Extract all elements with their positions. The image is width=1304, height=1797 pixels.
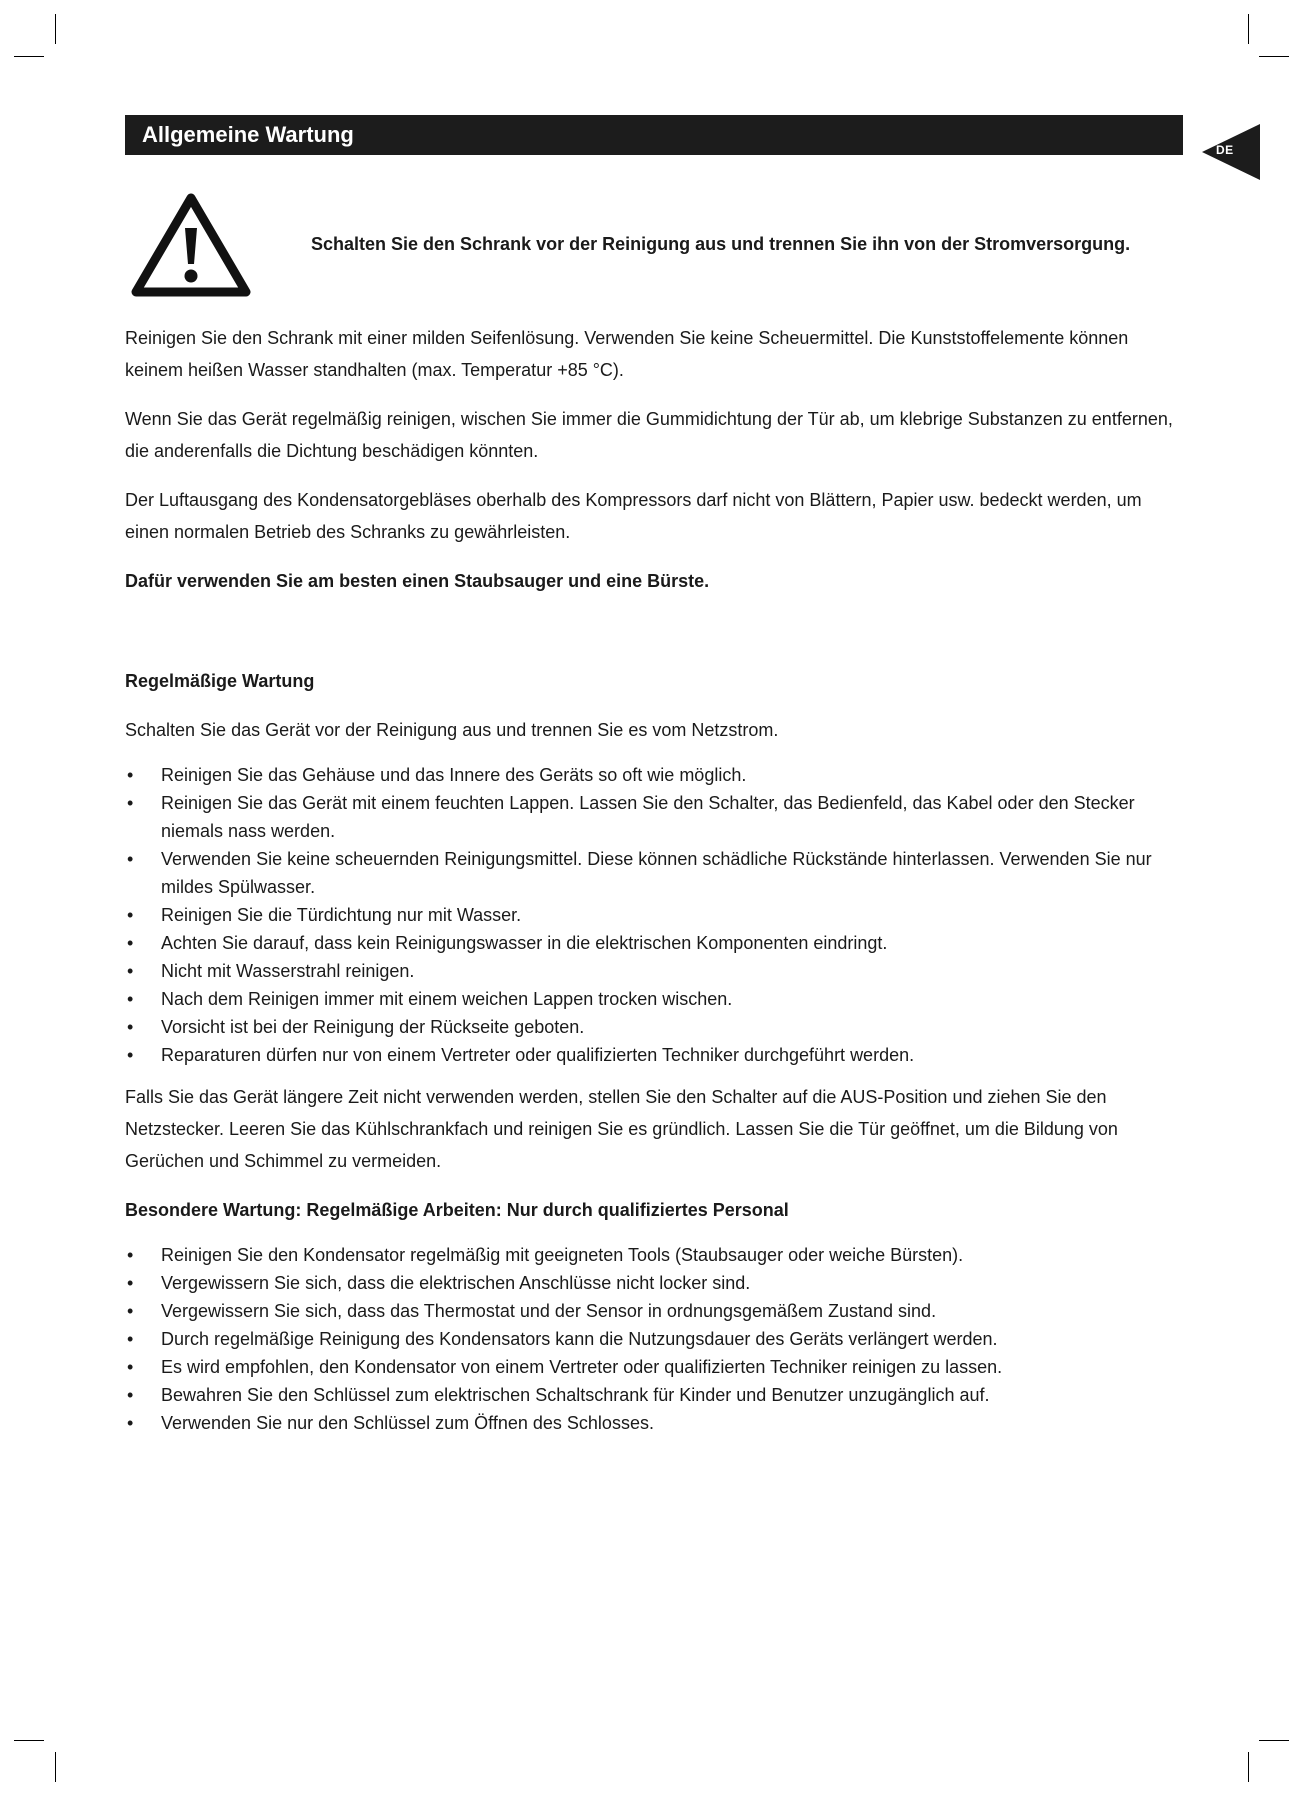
list-item: • Es wird empfohlen, den Kondensator von einem Vertreter oder qualifizierten Techniker reinigen zu lassen. — [125, 1353, 1185, 1381]
list-item: • Nicht mit Wasserstrahl reinigen. — [125, 957, 1185, 985]
list-item: • Reparaturen dürfen nur von einem Vertreter oder qualifizierten Techniker durchgeführt werden. — [125, 1041, 1185, 1069]
section-title: Allgemeine Wartung — [142, 122, 354, 147]
list-item: • Durch regelmäßige Reinigung des Kondensators kann die Nutzungsdauer des Geräts verlängert werden. — [125, 1325, 1185, 1353]
crop-mark — [1248, 1752, 1249, 1782]
list-item: • Bewahren Sie den Schlüssel zum elektrischen Schaltschrank für Kinder und Benutzer unzugänglich auf. — [125, 1381, 1185, 1409]
regular-maintenance-closing: Falls Sie das Gerät längere Zeit nicht verwenden werden, stellen Sie den Schalter auf die AUS-Position und ziehen Sie den Netzstecker. Leeren Sie das Kühlschrankfach und reinigen Sie es gründlich. Lassen Sie die Tür geöffnet, um die Bildung von Gerüchen und Schimmel zu vermeiden. — [125, 1087, 1118, 1171]
list-item: • Reinigen Sie die Türdichtung nur mit Wasser. — [125, 901, 1185, 929]
crop-mark — [1259, 56, 1289, 57]
regular-maintenance-heading: Regelmäßige Wartung — [125, 671, 315, 691]
crop-mark — [14, 56, 44, 57]
list-item: • Vergewissern Sie sich, dass das Thermostat und der Sensor in ordnungsgemäßem Zustand sind. — [125, 1297, 1185, 1325]
crop-mark — [55, 1752, 56, 1782]
main-content — [125, 322, 1185, 1449]
list-item: • Verwenden Sie nur den Schlüssel zum Öffnen des Schlosses. — [125, 1409, 1185, 1437]
spacer — [125, 614, 1185, 665]
language-tab — [1202, 124, 1260, 180]
crop-mark — [1248, 14, 1249, 44]
crop-mark — [14, 1740, 44, 1741]
regular-maintenance-lead: Schalten Sie das Gerät vor der Reinigung aus und trennen Sie es vom Netzstrom. — [125, 720, 779, 740]
crop-mark — [1259, 1740, 1289, 1741]
crop-mark — [55, 14, 56, 44]
list-item: • Nach dem Reinigen immer mit einem weichen Lappen trocken wischen. — [125, 985, 1185, 1013]
special-maintenance-heading: Besondere Wartung: Regelmäßige Arbeiten: Nur durch qualifiziertes Personal — [125, 1200, 789, 1220]
intro-paragraph: Der Luftausgang des Kondensatorgebläses oberhalb des Kompressors darf nicht von Blättern, Papier usw. bedeckt werden, um einen normalen Betrieb des Schranks zu gewährleisten. — [125, 490, 1142, 542]
list-item: • Reinigen Sie das Gerät mit einem feuchten Lappen. Lassen Sie den Schalter, das Bedienfeld, das Kabel oder den Stecker niemals nass werden. — [125, 789, 1185, 845]
warning-triangle-icon — [130, 192, 252, 298]
list-item: • Achten Sie darauf, dass kein Reinigungswasser in die elektrischen Komponenten eindringt. — [125, 929, 1185, 957]
intro-paragraph: Reinigen Sie den Schrank mit einer milden Seifenlösung. Verwenden Sie keine Scheuermittel. Die Kunststoffelemente können keinem heißen Wasser standhalten (max. Temperatur +85 °C). — [125, 328, 1129, 380]
warning-text: Schalten Sie den Schrank vor der Reinigung aus und trennen Sie ihn von der Stromversorgung. — [311, 234, 1131, 254]
section-header — [125, 115, 1183, 155]
list-item: • Verwenden Sie keine scheuernden Reinigungsmittel. Diese können schädliche Rückstände hinterlassen. Verwenden Sie nur mildes Spülwasser. — [125, 845, 1185, 901]
list-item: • Vergewissern Sie sich, dass die elektrischen Anschlüsse nicht locker sind. — [125, 1269, 1185, 1297]
list-item: • Reinigen Sie den Kondensator regelmäßig mit geeigneten Tools (Staubsauger oder weiche Bürsten). — [125, 1241, 1185, 1269]
intro-bold-note: Dafür verwenden Sie am besten einen Staubsauger und eine Bürste. — [125, 571, 710, 591]
list-item: • Vorsicht ist bei der Reinigung der Rückseite geboten. — [125, 1013, 1185, 1041]
intro-paragraph: Wenn Sie das Gerät regelmäßig reinigen, wischen Sie immer die Gummidichtung der Tür ab, um klebrige Substanzen zu entfernen, die anderenfalls die Dichtung beschädigen könnten. — [125, 409, 1173, 461]
list-item: • Reinigen Sie das Gehäuse und das Innere des Geräts so oft wie möglich. — [125, 761, 1185, 789]
special-maintenance-list — [125, 1241, 1185, 1437]
language-tab-label: DE — [1216, 143, 1234, 157]
regular-maintenance-list — [125, 761, 1185, 1069]
